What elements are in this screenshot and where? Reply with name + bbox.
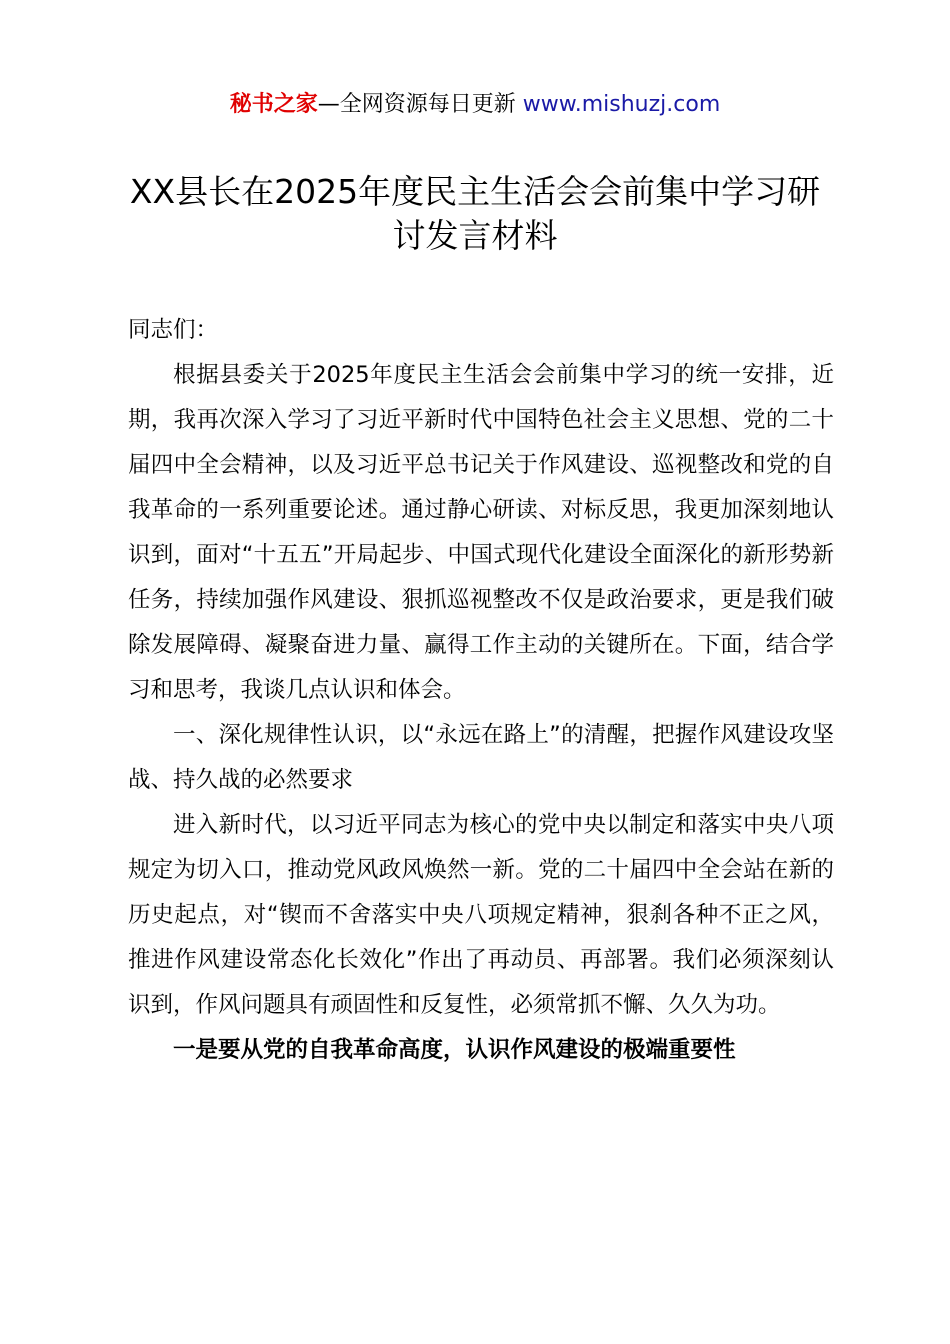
body-paragraph: 进入新时代，以习近平同志为核心的党中央以制定和落实中央八项规定为切入口，推动党风政风焕然一新。党的二十届四中全会站在新的历史起点，对“锲而不舍落实中央八项规定精神，狠刹各种不正之风，推进作风建设常态化长效化”作出了再动员、再部署。我们必须深刻认识到，作风问题具有顽固性和反复性，必须常抓不懈、久久为功。: [128, 812, 834, 1018]
document-body: [128, 308, 834, 1073]
site-brand: 秘书之家: [229, 92, 318, 117]
salutation: 同志们：: [128, 317, 219, 343]
document-title: XX县长在2025年度民主生活会会前集中学习研讨发言材料: [129, 172, 821, 255]
site-tagline: —全网资源每日更新: [317, 92, 523, 117]
intro-paragraph: 根据县委关于2025年度民主生活会会前集中学习的统一安排，近期，我再次深入学习了习近平新时代中国特色社会主义思想、党的二十届四中全会精神，以及习近平总书记关于作风建设、巡视整改和党的自我革命的一系列重要论述。通过静心研读、对标反思，我更加深刻地认识到，面对“十五五”开局起步、中国式现代化建设全面深化的新形势新任务，持续加强作风建设、狠抓巡视整改不仅是政治要求，更是我们破除发展障碍、凝聚奋进力量、赢得工作主动的关键所在。下面，结合学习和思考，我谈几点认识和体会。: [128, 362, 834, 703]
section-heading-1: 一、深化规律性认识，以“永远在路上”的清醒，把握作风建设攻坚战、持久战的必然要求: [128, 722, 834, 793]
subsection-heading-1: 一是要从党的自我革命高度，认识作风建设的极端重要性: [173, 1037, 736, 1063]
site-url-link[interactable]: www.mishuzj.com: [522, 92, 721, 117]
site-header: [0, 88, 950, 122]
